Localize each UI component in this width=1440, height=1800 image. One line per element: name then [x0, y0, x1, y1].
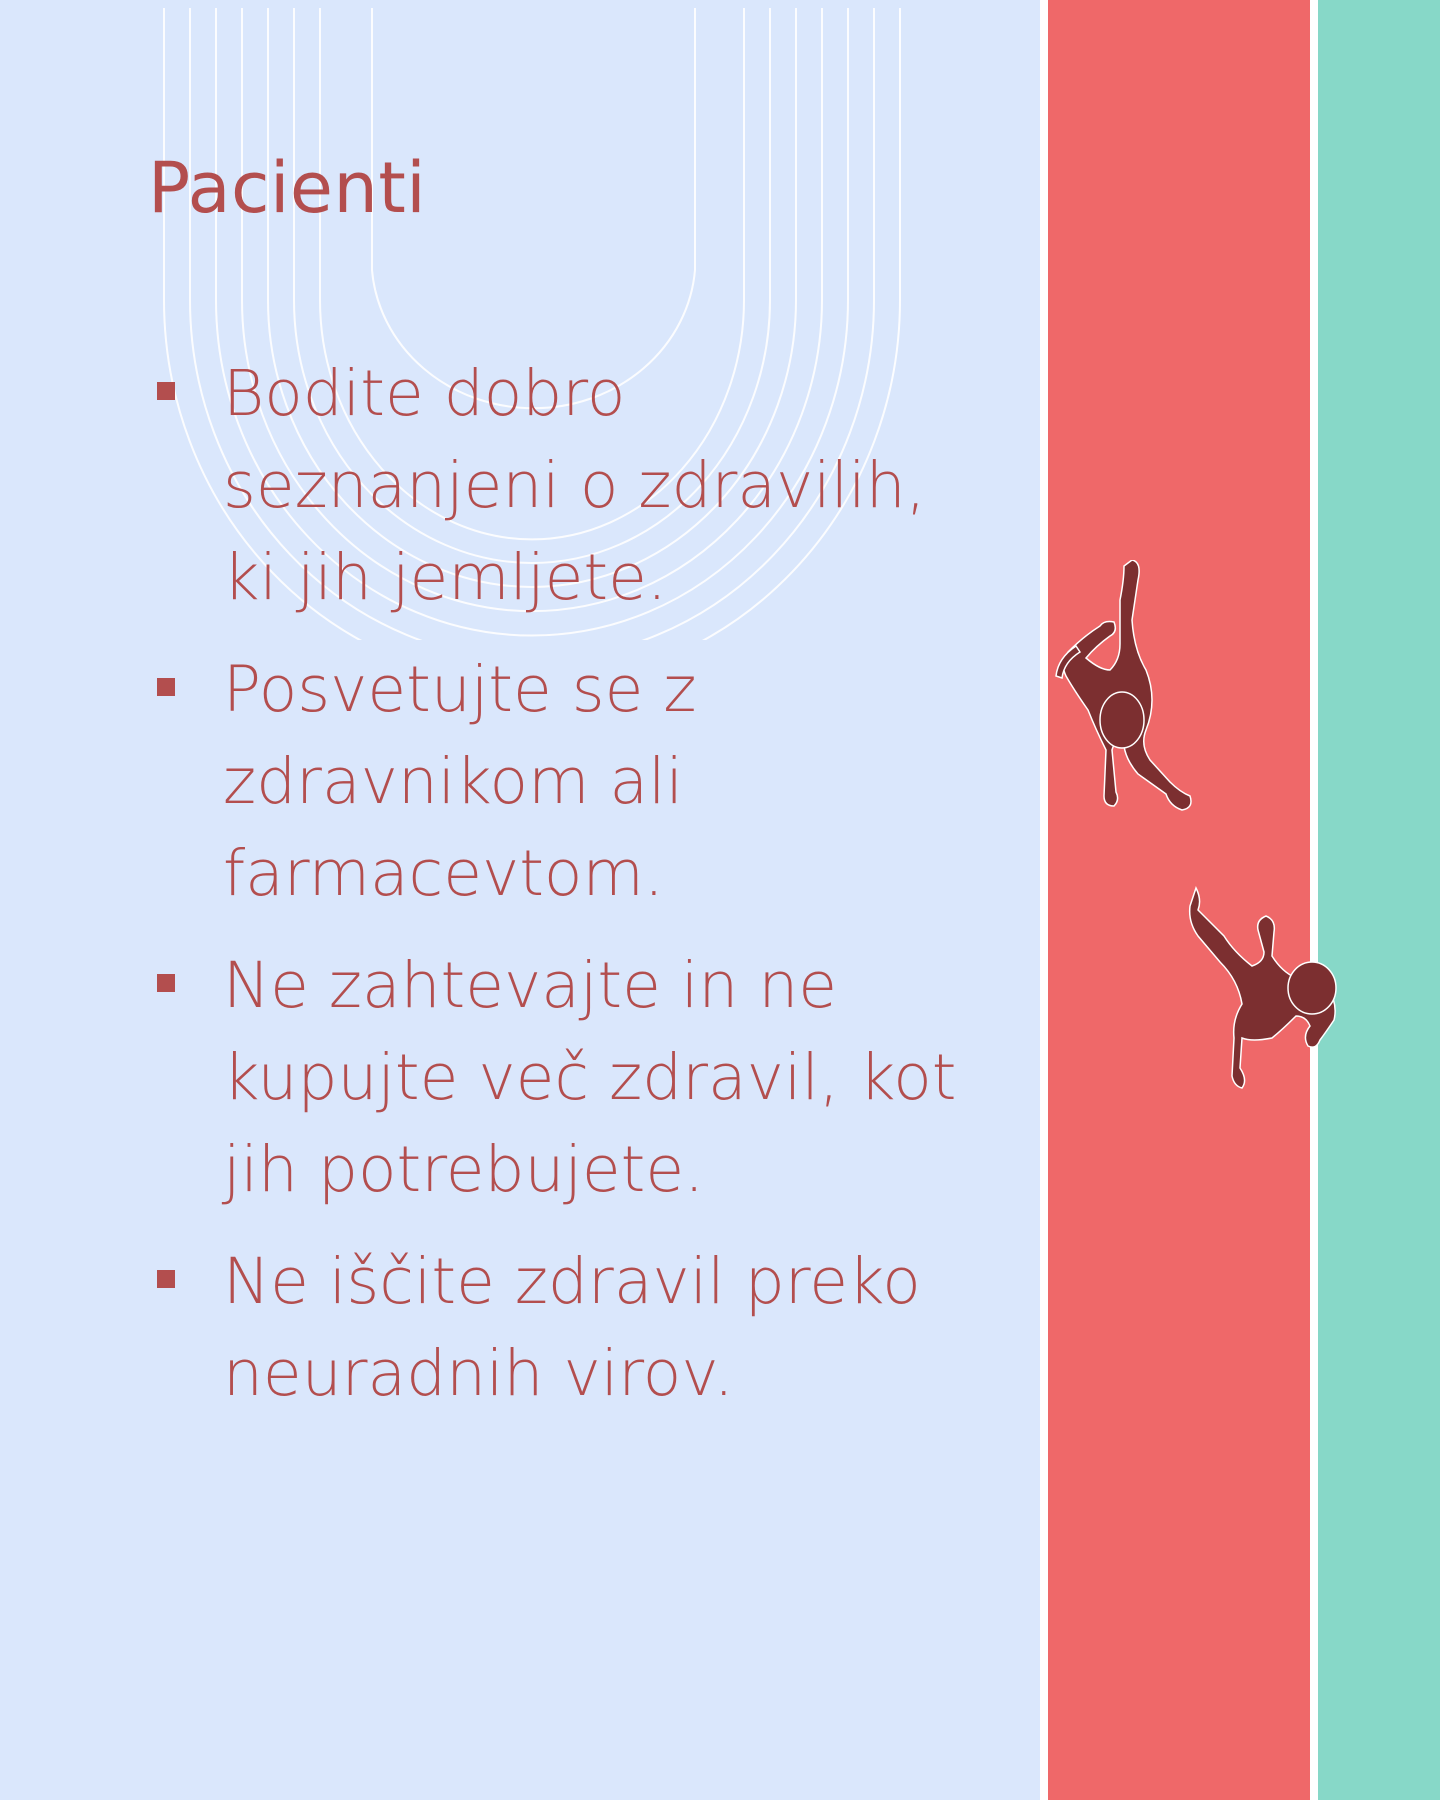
page-title: Pacienti — [148, 147, 427, 229]
square-bullet-icon — [157, 974, 175, 992]
square-bullet-icon — [157, 1270, 175, 1288]
bullet-list — [155, 348, 975, 1440]
list-item — [155, 940, 975, 1216]
runner-two-figure — [1190, 888, 1336, 1088]
bullet-text: Ne zahtevajte in ne kupujte več zdravil, kot jih potrebujete. — [223, 949, 957, 1206]
square-bullet-icon — [157, 678, 175, 696]
relay-runners-illustration — [1020, 560, 1360, 1090]
list-item — [155, 1236, 975, 1420]
list-item — [155, 348, 975, 624]
runner-one-figure — [1056, 560, 1191, 810]
bullet-text: Bodite dobro seznanjeni o zdravilih, ki jih jemljete. — [223, 357, 926, 614]
square-bullet-icon — [157, 382, 175, 400]
list-item — [155, 644, 975, 920]
bullet-text: Posvetujte se z zdravnikom ali farmacevtom. — [223, 653, 697, 910]
bullet-text: Ne iščite zdravil preko neuradnih virov. — [223, 1245, 921, 1410]
